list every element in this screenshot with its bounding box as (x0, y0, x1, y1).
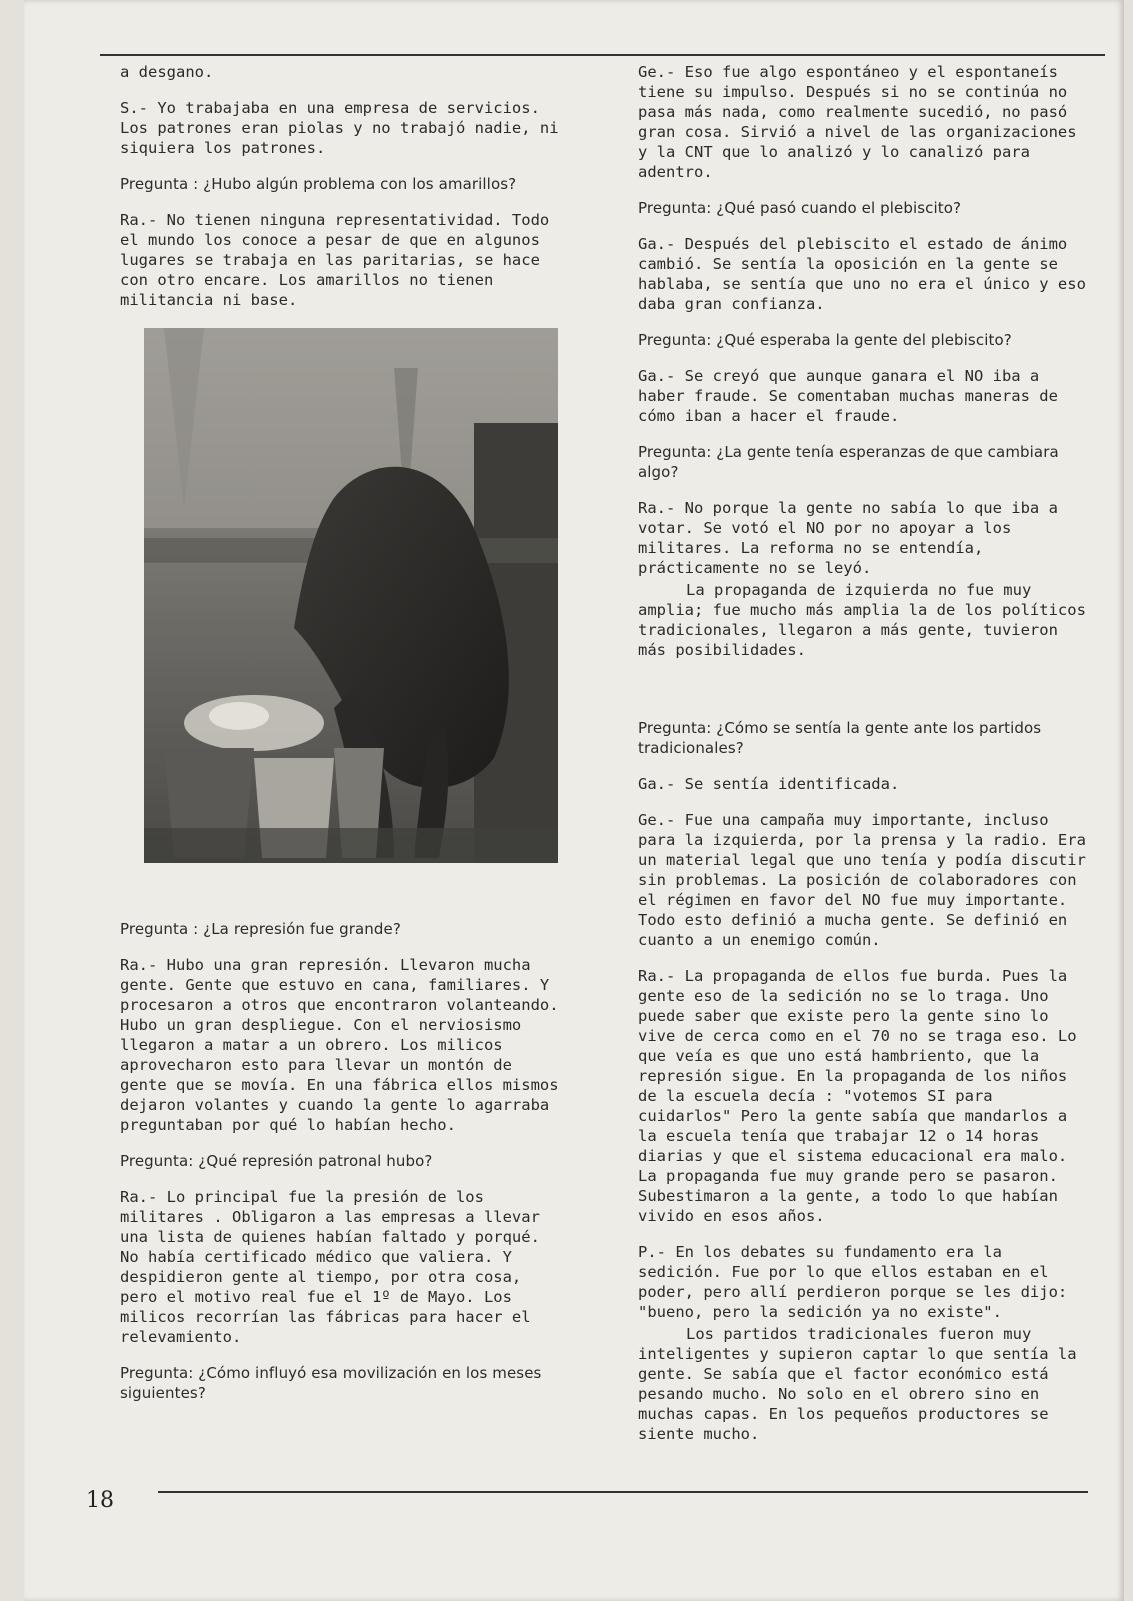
paragraph: Ga.- Se sentía identificada. (638, 775, 900, 793)
paragraph: Los partidos tradicionales fueron muy inteligentes y supieron captar lo que sentía la gente. Se sabía que el factor económico está pesando mucho. No solo en el obrero sino en muchas capas. En los pequeños productores se siente mucho. (638, 1325, 1077, 1443)
paragraph: La propaganda de izquierda no fue muy amplia; fue mucho más amplia la de los políticos tradicionales, llegaron a más gente, tuvieron más posibilidades. (638, 581, 1086, 659)
left-column (120, 62, 562, 1419)
paragraph: Ra.- La propaganda de ellos fue burda. Pues la gente eso de la sedición no se lo traga. Uno puede saber que existe pero la gente sino lo vive de cerca como en el 70 no se traga eso. Lo que veía es que uno está hambriento, que la represión sigue. En la propaganda de los niños de la escuela decía : "votemos SI para cuidarlos" Pero la gente sabía que mandarlos a la escuela tenía que trabajar 12 o 14 horas diarias y que el sistema educacional era malo. La propaganda fue muy grande pero se pasaron. Subestimaron a la gente, a todo lo que habían vivido en esos años. (638, 967, 1077, 1225)
paragraph: Ge.- Eso fue algo espontáneo y el espontaneís tiene su impulso. Después si no se continúa no pasa más nada, como realmente sucedió, no pasó gran cosa. Sirvió a nivel de las organizaciones y la CNT que lo analizó y lo canalizó para adentro. (638, 63, 1077, 181)
paragraph: Ra.- Lo principal fue la presión de los militares . Obligaron a las empresas a llevar una lista de quienes habían faltado y porqué. No había certificado médico que valiera. Y despidieron gente al tiempo, por otra cosa, pero el motivo real fue el 1º de Mayo. Los milicos recorrían las fábricas para hacer el relevamiento. (120, 1188, 540, 1346)
question: Pregunta: ¿La gente tenía esperanzas de que cambiara algo? (638, 443, 1059, 481)
paragraph: P.- En los debates su fundamento era la sedición. Fue por lo que ellos estaban en el poder, pero allí perdieron porque se les dijo: "bueno, pero la sedición ya no existe". (638, 1243, 1068, 1321)
question: Pregunta: ¿Qué represión patronal hubo? (120, 1152, 433, 1170)
question: Pregunta : ¿Hubo algún problema con los amarillos? (120, 175, 517, 193)
left-column-text-after-photo (120, 919, 562, 1403)
paragraph: S.- Yo trabajaba en una empresa de servicios. Los patrones eran piolas y no trabajó nadie, ni siquiera los patrones. (120, 99, 559, 157)
question: Pregunta: ¿Qué pasó cuando el plebiscito? (638, 199, 962, 217)
paragraph: Ra.- No porque la gente no sabía lo que iba a votar. Se votó el NO por no apoyar a los militares. La reforma no se entendía, prácticamente no se leyó. (638, 499, 1058, 577)
photo-image (144, 328, 558, 863)
question: Pregunta : ¿La represión fue grande? (120, 920, 401, 938)
paragraph: Ga.- Se creyó que aunque ganara el NO iba a haber fraude. Se comentaban muchas maneras de cómo iban a hacer el fraude. (638, 367, 1058, 425)
paragraph: Ra.- No tienen ninguna representatividad. Todo el mundo los conoce a pesar de que en algunos lugares se trabaja en las paritarias, se hace con otro encare. Los amarillos no tienen militancia ni base. (120, 211, 550, 309)
paragraph: Ge.- Fue una campaña muy importante, incluso para la izquierda, por la prensa y la radio. Era un material legal que uno tenía y podía discutir sin problemas. La posición de colaboradores con el régimen en favor del NO fue muy importante. Todo esto definió a mucha gente. Se definió en cuanto a un enemigo común. (638, 811, 1086, 949)
question: Pregunta: ¿Qué esperaba la gente del plebiscito? (638, 331, 1012, 349)
right-column (638, 62, 1093, 1460)
photo-woman-bending (144, 328, 558, 863)
paragraph: Ra.- Hubo una gran represión. Llevaron mucha gente. Gente que estuvo en cana, familiares. Y procesaron a otros que encontraron volanteando. Hubo un gran despliegue. Con el nerviosismo llegaron a matar a un obrero. Los milicos aprovecharon esto para llevar un montón de gente que se movía. En una fábrica ellos mismos dejaron volantes y cuando la gente lo agarraba preguntaban por qué lo habían hecho. (120, 956, 559, 1134)
bottom-rule (158, 1491, 1088, 1493)
question: Pregunta: ¿Cómo se sentía la gente ante los partidos tradicionales? (638, 719, 1042, 757)
left-column-text-before-photo (120, 62, 562, 310)
paragraph: Ga.- Después del plebiscito el estado de ánimo cambió. Se sentía la oposición en la gente se hablaba, se sentía que uno no era el único y eso daba gran confianza. (638, 235, 1086, 313)
paragraph: a desgano. (120, 63, 214, 81)
top-rule (100, 54, 1105, 56)
question: Pregunta: ¿Cómo influyó esa movilización en los meses siguientes? (120, 1364, 542, 1402)
page-number: 18 (86, 1488, 114, 1513)
right-column-text (638, 62, 1093, 1444)
